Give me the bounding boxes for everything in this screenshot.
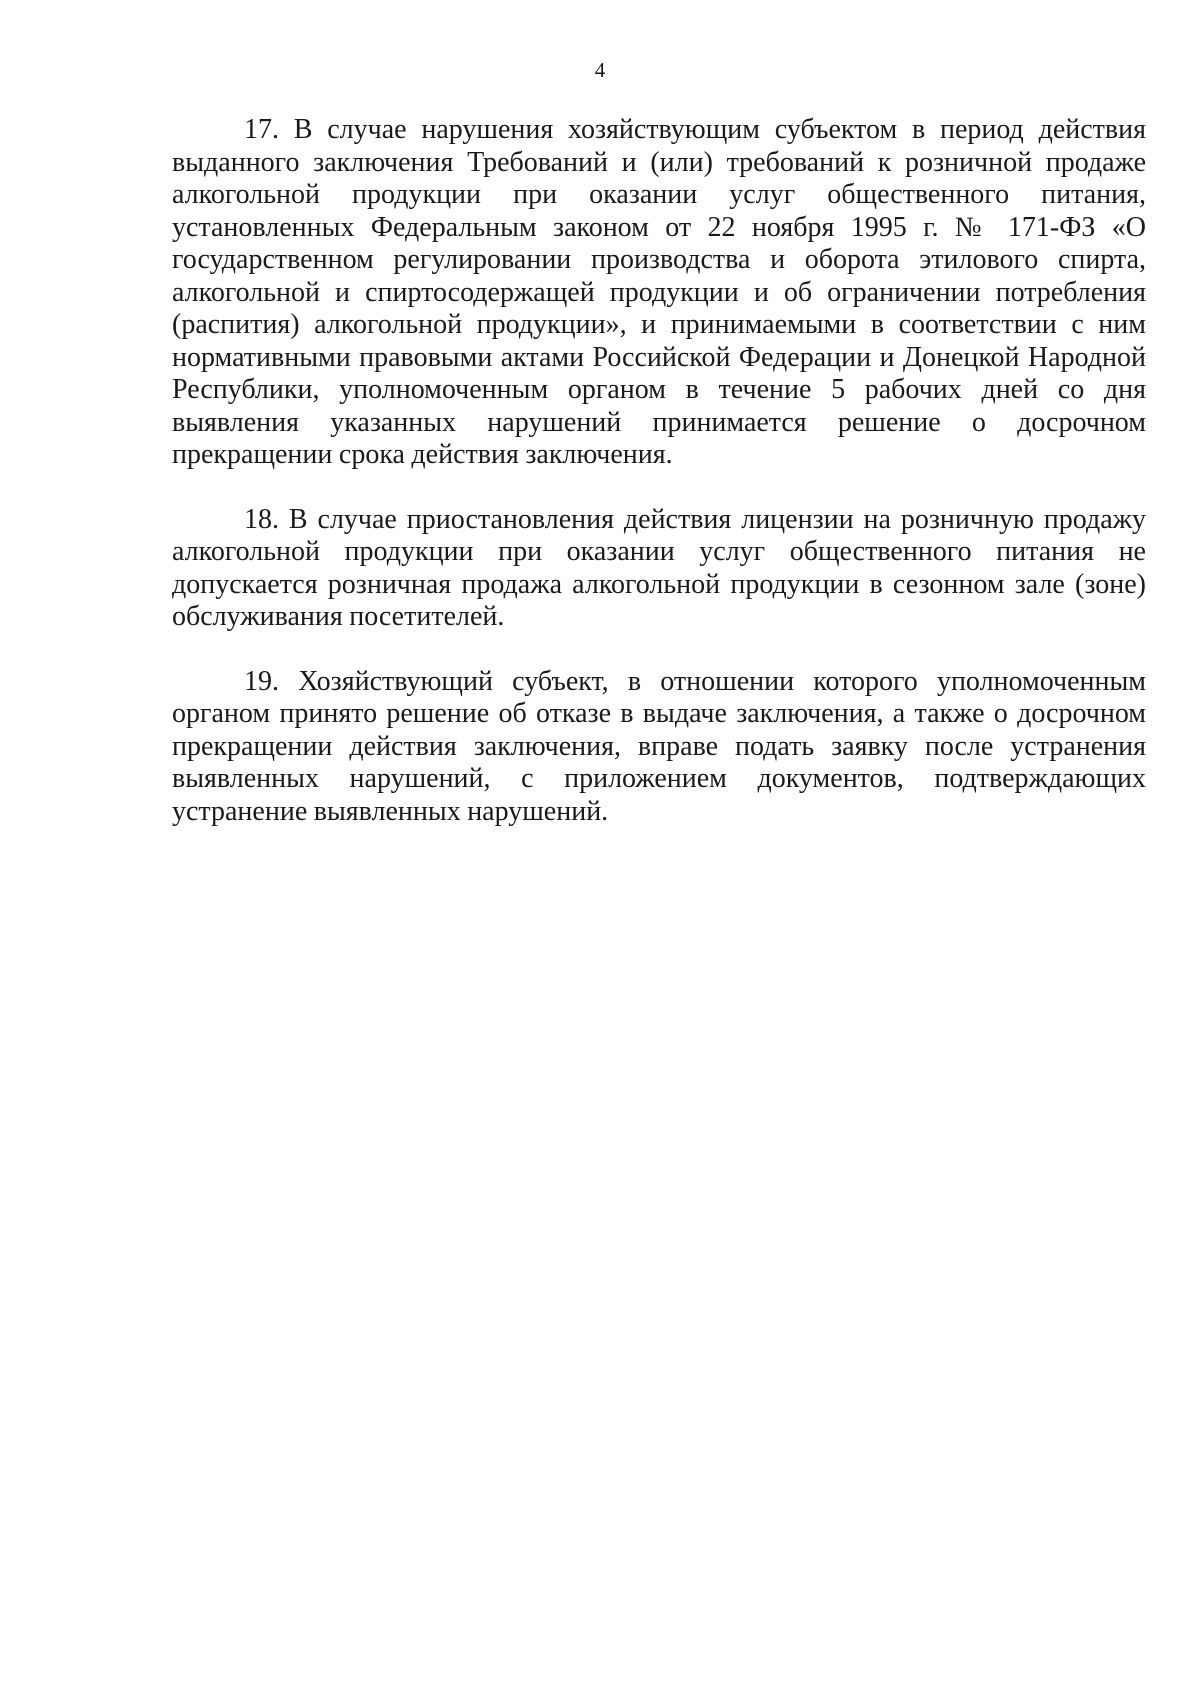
paragraph-19: 19. Хозяйствующий субъект, в отношении которого уполномоченным органом принято решение об отказе в выдаче заключения, а также о досрочном прекращении действия заключения, вправе подать заявку после устранения выявленных нарушений, с приложением документов, подтверждающих устранение выявленных нарушений.	[172, 665, 1146, 827]
paragraph-18: 18. В случае приостановления действия лицензии на розничную продажу алкогольной продукции при оказании услуг общественного питания не допускается розничная продажа алкогольной продукции в сезонном зале (зоне) обслуживания посетителей.	[172, 503, 1146, 632]
page-number: 4	[594, 58, 606, 82]
paragraph-17: 17. В случае нарушения хозяйствующим субъектом в период действия выданного заключения Требований и (или) требований к розничной продаже алкогольной продукции при оказании услуг общественного питания, установленных Федеральным законом от 22 ноября 1995 г. № 171-ФЗ «О государственном регулировании производства и оборота этилового спирта, алкогольной и спиртосодержащей продукции и об ограничении потребления (распития) алкогольной продукции», и принимаемыми в соответствии с ним нормативными правовыми актами Российской Федерации и Донецкой Народной Республики, уполномоченным органом в течение 5 рабочих дней со дня выявления указанных нарушений принимается решение о досрочном прекращении срока действия заключения.	[172, 114, 1146, 470]
document-body	[172, 114, 1146, 828]
